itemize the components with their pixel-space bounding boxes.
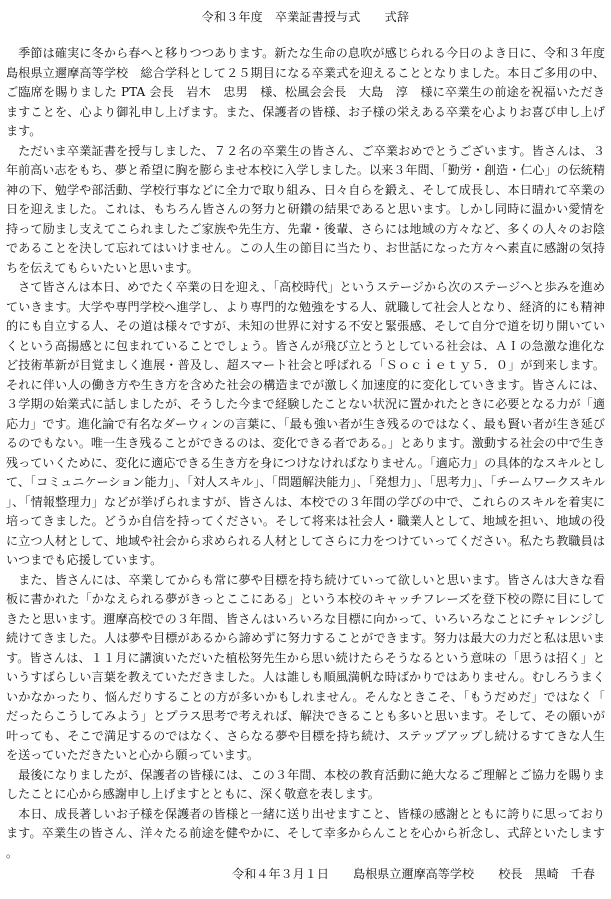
paragraph-opening: 季節は確実に冬から春へと移りつつあります。新たな生命の息吹が感じられる今日のよき日に、令和３年度島根県立邇摩高等学校 総合学科として２５期目になる卒業式を迎えることとなりました。本日ご多用の中、ご臨席を賜りました PTA 会長 岩木 忠男 様、松風会会長 大島 淳 様に卒業生の前途を祝福いただきますことを、心より御礼申し上げます。また、保護者の皆様、お子様の栄えある卒業を心よりお喜び申し上げます。 bbox=[6, 46, 605, 138]
paragraph-future-society: さて皆さんは本日、めでたく卒業の日を迎え、「高校時代」というステージから次のステージへと歩みを進めていきます。大学や専門学校へ進学し、より専門的な勉強をする人、就職して社会人となり、経済的にも精神的にも自立する人、その道は様々ですが、未知の世界に対する不安と緊張感、そして自分で道を切り開いていくという高揚感とに包まれていることでしょう。皆さんが飛び立とうとしている社会は、ＡＩの急激な進化など技術革新が目覚ましく進展・普及し、超スマート社会と呼ばれる「Ｓｏｃｉｅｔｙ５．０」が到来します。それに伴い人の働き方や生き方を含めた社会の構造までが激しく加速度的に変化していきます。皆さんには、３学期の始業式に話しましたが、そうした今まで経験したことない状況に置かれたときに必要となる力が「適応力」です。進化論で有名なダーウィンの言葉に、「最も強い者が生き残るのではなく、最も賢い者が生き延びるのでもない。唯一生き残ることができるのは、変化できる者である。」とあります。激動する社会の中で生き残っていくために、変化に適応できる生き方を身につけなければなりません。「適応力」の具体的なスキルとして、「コミュニケーション能力」、「対人スキル」、「問題解決能力」、「発想力」、「思考力」、「チームワークスキル」、「情報整理力」などが挙げられますが、皆さんは、本校での３年間の学びの中で、これらのスキルを着実に培ってきました。どうか自信を持ってください。そして将来は社会人・職業人として、地域を担い、地域の役に立つ人材として、地域や社会から求められる人材としてさらに力をつけていってください。私たち教職員はいつまでも応援しています。 bbox=[6, 280, 606, 567]
paragraph-dreams-and-goals: また、皆さんには、卒業してからも常に夢や目標を持ち続けていって欲しいと思います。皆さんは大きな看板に書かれた「かなえられる夢がきっとここにある」という本校のキャッチフレーズを登下校の際に目にしてきたと思います。邇摩高校での３年間、皆さんはいろいろな目標に向かって、いろいろなことにチャレンジし続けてきました。人は夢や目標があるから諦めずに努力することができます。努力は最大の力だと私は思います。皆さんは、１１月に講演いただいた植松努先生から思い続けたらそうなるという意味の「思うは招く」というすばらしい言葉を教えていただきました。人は誰しも順風満帆な時ばかりではありません。むしろうまくいかなかったり、悩んだりすることの方が多いかもしれません。そんなときこそ、「もうだめだ」ではなく「だったらこうしてみよう」とプラス思考で考えれば、解決できることも多いと思います。そして、その願いが叶っても、そこで満足するのではなく、さらなる夢や目標を持ち続け、ステップアップし続けるすてきな人生を送っていただきたいと心から願っています。 bbox=[6, 572, 605, 762]
paragraph-closing: 本日、成長著しいお子様を保護者の皆様と一緒に送り出せますこと、皆様の感謝とともに誇りに思っております。卒業生の皆さん、洋々たる前途を健やかに、そして幸多からんことを心から祈念し、式辞といたします。 bbox=[6, 806, 605, 860]
speech-body bbox=[6, 44, 605, 863]
paragraph-congratulations: ただいま卒業証書を授与しました、７２名の卒業生の皆さん、ご卒業おめでとうございます。皆さんは、３年前高い志をもち、夢と希望に胸を膨らませ本校に入学しました。以来３年間、「勤労・創造・仁心」の伝統精神の下、勉学や部活動、学校行事などに全力で取り組み、日々自らを鍛え、そして成長し、本日晴れて卒業の日を迎えました。これは、もちろん皆さんの努力と研鑽の結果であると思います。しかし同時に温かい愛情を持って励まし支えてこられましたご家族や先生方、先輩・後輩、さらには地域の方々など、多くの人々のお陰であることを決して忘れてはいけません。この人生の節目に当たり、お世話になった方々へ素直に感謝の気持ちを伝えてもらいたいと思います。 bbox=[6, 143, 605, 275]
date-and-signature: 令和４年３月１日 島根県立邇摩高等学校 校長 黒崎 千春 bbox=[232, 867, 595, 881]
paragraph-thanks-to-parents: 最後になりましたが、保護者の皆様には、この３年間、本校の教育活動に絶大なるご理解とご協力を賜りましたことに心から感謝申し上げますとともに、深く敬意を表します。 bbox=[6, 767, 605, 801]
document-title: 令和３年度 卒業証書授与式 式辞 bbox=[201, 10, 410, 24]
